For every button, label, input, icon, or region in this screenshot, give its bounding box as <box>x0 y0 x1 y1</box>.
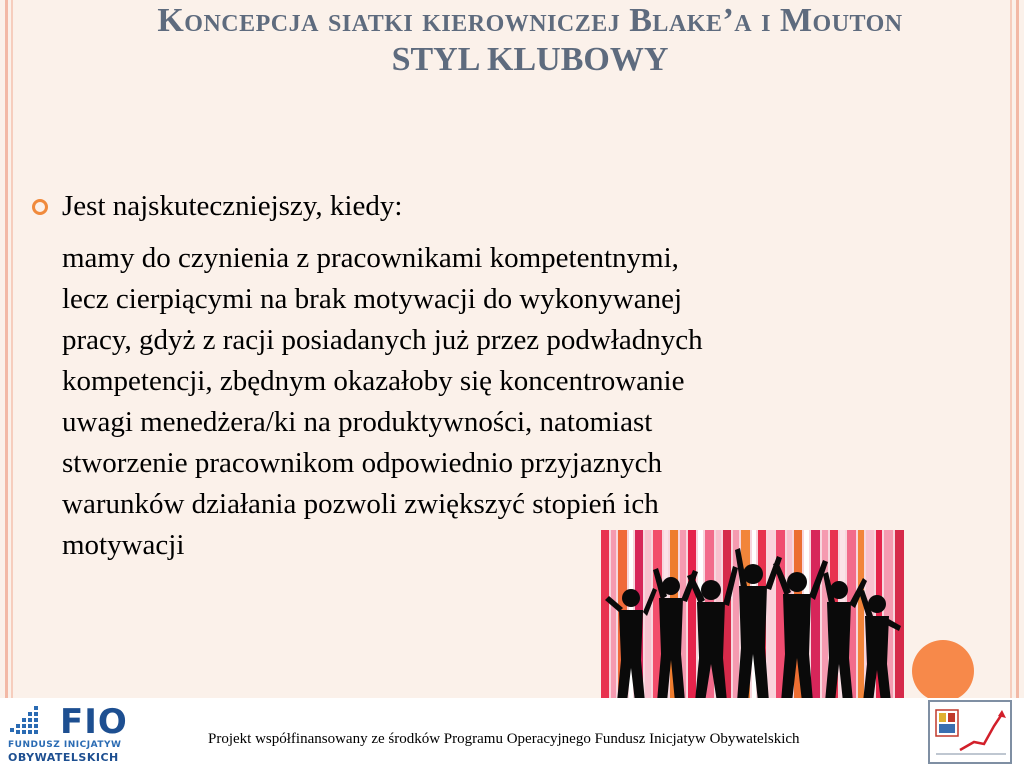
body-line: mamy do czynienia z pracownikami kompetentnymi, <box>62 242 679 274</box>
slide-title <box>80 2 980 79</box>
right-decor-stripe <box>1010 0 1012 700</box>
body-line: motywacji <box>62 529 185 561</box>
body-line: pracy, gdyż z racji posiadanych już przez podwładnych <box>62 324 703 356</box>
body-line: kompetencji, zbędnym okazałoby się koncentrowanie <box>62 365 685 397</box>
fio-logo-subtitle: FUNDUSZ INICJATYW <box>8 740 122 750</box>
decorative-orange-circle <box>912 640 974 702</box>
right-decor-stripe <box>1016 0 1019 700</box>
orange-ring-bullet-icon <box>32 199 48 215</box>
dancing-people-silhouette-image <box>601 530 904 718</box>
body-line: uwagi menedżera/ki na produktywności, natomiast <box>62 406 653 438</box>
title-line-2: STYL KLUBOWY <box>391 41 669 79</box>
left-decor-stripe <box>5 0 8 700</box>
fio-logo-subtitle: OBYWATELSKICH <box>8 751 119 764</box>
bullet-item <box>32 190 402 223</box>
left-decor-stripe <box>11 0 13 700</box>
footer-credit: Projekt współfinansowany ze środków Programu Operacyjnego Fundusz Inicjatyw Obywatelskich <box>208 731 800 747</box>
growth-chart-logo-icon <box>928 700 1012 764</box>
title-line-1: Koncepcja siatki kierowniczej Blake’a i Mouton <box>157 2 903 39</box>
body-line: stworzenie pracownikom odpowiednio przyjaznych <box>62 447 662 479</box>
body-line: warunków działania pozwoli zwiększyć stopień ich <box>62 488 659 520</box>
bullet-text: Jest najskuteczniejszy, kiedy: <box>62 190 403 222</box>
body-paragraph <box>62 238 942 566</box>
fio-logo-word: FIO <box>60 702 128 742</box>
body-line: lecz cierpiącymi na brak motywacji do wykonywanej <box>62 283 683 315</box>
